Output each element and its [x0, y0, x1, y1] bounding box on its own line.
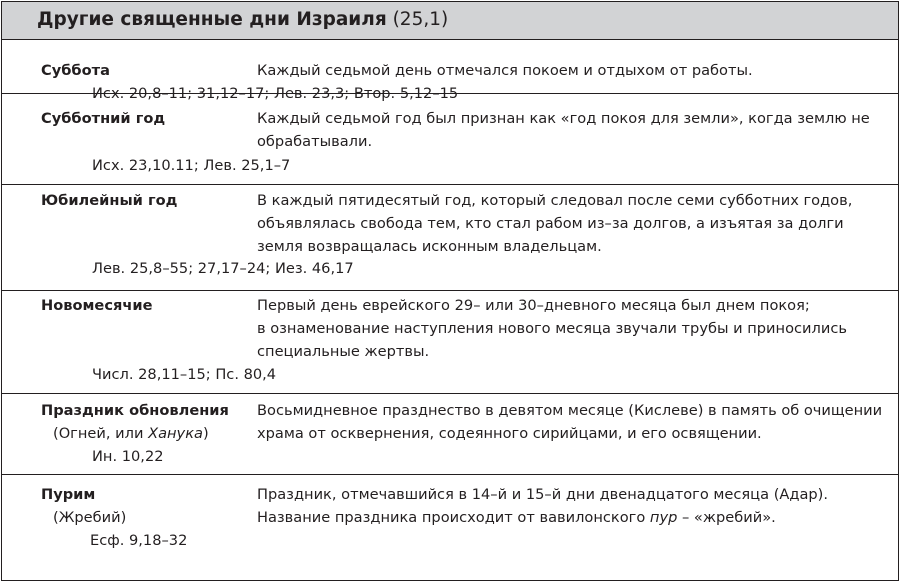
table-title-ref: (25,1) [392, 9, 449, 30]
holy-day-references: Исх. 23,10.11; Лев. 25,1–7 [92, 157, 291, 174]
holy-day-name: Пурим [41, 486, 96, 503]
holy-day-description: Восьмидневное празднество в девятом месяце (Кислеве) в память об очищении храма от осквернения, содеянного сирийцами, и его освящении. [257, 402, 883, 442]
holy-day-references: Ин. 10,22 [92, 448, 164, 465]
table-row-sabbath-year [2, 94, 898, 185]
holy-day-references: Есф. 9,18–32 [90, 532, 188, 549]
holy-day-references: Лев. 25,8–55; 27,17–24; Иез. 46,17 [92, 260, 354, 277]
holy-day-references: Числ. 28,11–15; Пс. 80,4 [92, 366, 277, 383]
holy-day-alt-name: (Жребий) [53, 509, 127, 526]
table-title-text: Другие священные дни Израиля [37, 9, 387, 30]
holy-day-description: Праздник, отмечавшийся в 14–й и 15–й дни двенадцатого месяца (Адар). Название праздника происходит от вавилонского пур – «жребий». [257, 486, 828, 526]
table-row-new-moon [2, 291, 898, 394]
table-row-purim [2, 475, 898, 580]
holy-day-name: Новомесячие [41, 297, 153, 314]
table-row-hanukkah [2, 394, 898, 475]
holy-day-alt-name: (Огней, или Ханука) [53, 425, 209, 442]
holy-day-name: Суббота [41, 62, 110, 79]
table-row-jubilee-year [2, 185, 898, 291]
holy-day-description: Первый день еврейского 29– или 30–дневного месяца был днем покоя; в ознаменование наступления нового месяца звучали трубы и приносились специальные жертвы. [257, 297, 847, 360]
holy-day-name: Субботний год [41, 110, 166, 127]
holy-day-description: В каждый пятидесятый год, который следовал после семи субботних годов, объявлялась свобода тем, кто стал рабом из–за долгов, а изъятая за долги земля возвращалась исконным владельцам. [257, 192, 853, 255]
holy-day-description: Каждый седьмой год был признан как «год покоя для земли», когда землю не обрабатывали. [257, 110, 870, 150]
holy-day-references: Исх. 20,8–11; 31,12–17; Лев. 23,3; Втор. 5,12–15 [92, 85, 459, 102]
holy-day-name: Юбилейный год [41, 192, 178, 209]
holy-days-table [1, 1, 899, 581]
table-title [2, 2, 898, 40]
table-row-sabbath [2, 40, 898, 102]
holy-day-description: Каждый седьмой день отмечался покоем и отдыхом от работы. [257, 62, 753, 79]
holy-day-name: Праздник обновления [41, 402, 229, 419]
